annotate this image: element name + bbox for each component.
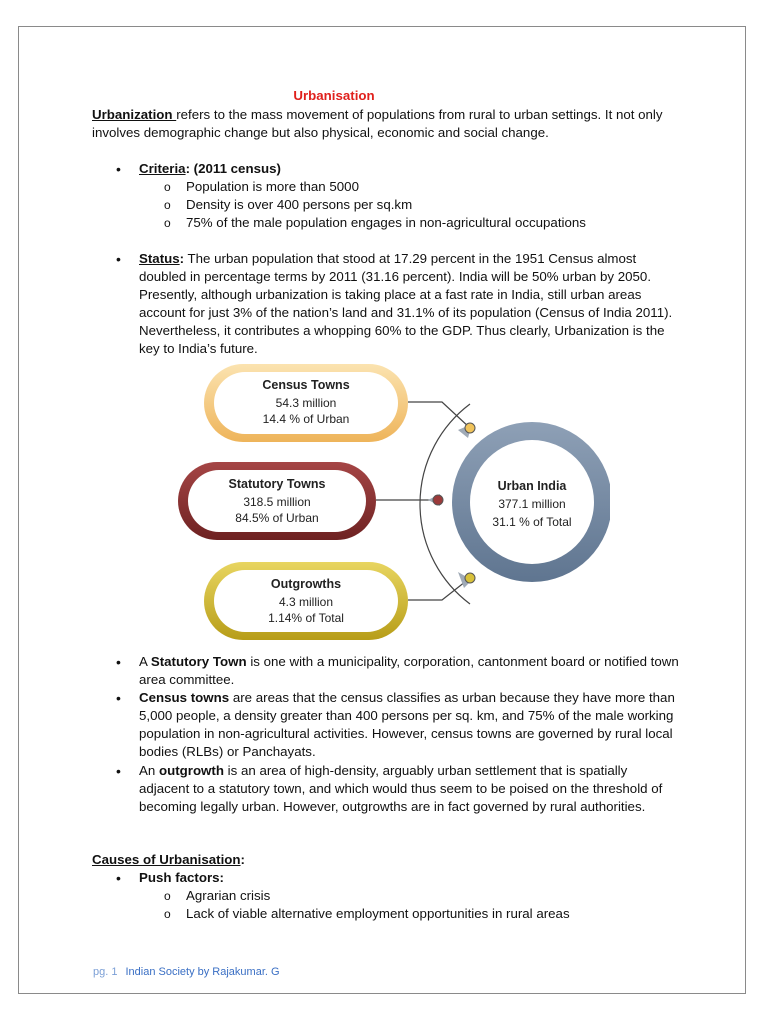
urban-india-title: Urban India xyxy=(497,479,567,493)
criteria-item: Population is more than 5000 xyxy=(186,179,359,194)
junction-dot xyxy=(465,573,475,583)
definition-prefix: An xyxy=(139,763,159,778)
census-towns-term: Census towns xyxy=(139,690,230,705)
bullet-icon: • xyxy=(116,870,121,886)
statutory-towns-title: Statutory Towns xyxy=(228,477,326,491)
bullet-icon: • xyxy=(116,763,121,779)
census-towns-text: are areas that the census classifies as urban because they have more than 5,000 people, a density greater than 400 persons per sq. km, and 75% of the male working population in non-agricultural activities. However, census towns are governed by rural local bodies (RLBs) or Panchayats. xyxy=(139,690,675,759)
urban-composition-diagram xyxy=(170,358,610,648)
criteria-suffix: : (2011 census) xyxy=(185,161,281,176)
outgrowths-share: 1.14% of Total xyxy=(268,611,344,625)
urban-india-population: 377.1 million xyxy=(498,497,566,511)
statutory-towns-population: 318.5 million xyxy=(243,495,311,509)
causes-heading-colon: : xyxy=(240,852,245,867)
status-paragraph xyxy=(139,250,679,358)
criteria-label: Criteria xyxy=(139,161,186,176)
push-factor-item: Agrarian crisis xyxy=(186,888,271,903)
urban-india-share: 31.1 % of Total xyxy=(492,515,572,529)
bullet-icon: • xyxy=(116,690,121,706)
statutory-towns-share: 84.5% of Urban xyxy=(235,511,319,525)
criteria-item: Density is over 400 persons per sq.km xyxy=(186,197,413,212)
circle-bullet-icon: o xyxy=(164,889,171,903)
bullet-icon: • xyxy=(116,654,121,670)
push-factors-text: Push factors: xyxy=(139,870,224,885)
connector-line xyxy=(408,402,470,428)
status-colon: : xyxy=(179,251,185,266)
statutory-town-definition xyxy=(139,653,679,689)
circle-bullet-icon: o xyxy=(164,198,171,212)
status-label: Status xyxy=(139,251,180,266)
circle-bullet-icon: o xyxy=(164,907,171,921)
causes-heading xyxy=(92,851,672,869)
circle-bullet-icon: o xyxy=(164,216,171,230)
outgrowth-definition xyxy=(139,762,679,816)
outgrowths-title: Outgrowths xyxy=(270,577,342,591)
push-factors-label xyxy=(139,869,679,887)
footer-text: Indian Society by Rajakumar. G xyxy=(125,966,280,978)
page-footer xyxy=(93,966,280,978)
census-towns-definition xyxy=(139,689,679,761)
page-title: Urbanisation xyxy=(293,88,375,103)
criteria-item: 75% of the male population engages in non-agricultural occupations xyxy=(186,215,586,230)
criteria-heading xyxy=(139,160,679,178)
intro-text: refers to the mass movement of populations from rural to urban settings. It not only involves demographic change but also physical, economic and social change. xyxy=(92,107,663,140)
statutory-town-text: is one with a municipality, corporation, cantonment board or notified town area committee. xyxy=(139,654,679,687)
census-towns-title: Census Towns xyxy=(262,378,350,392)
intro-paragraph xyxy=(92,106,672,142)
push-factor-item: Lack of viable alternative employment opportunities in rural areas xyxy=(186,906,570,921)
circle-bullet-icon: o xyxy=(164,180,171,194)
bullet-icon: • xyxy=(116,161,121,177)
statutory-town-term: Statutory Town xyxy=(150,654,247,669)
census-towns-share: 14.4 % of Urban xyxy=(262,412,350,426)
bullet-icon: • xyxy=(116,251,121,267)
page-number: pg. 1 xyxy=(93,966,118,978)
outgrowths-population: 4.3 million xyxy=(278,595,334,609)
junction-dot xyxy=(433,495,443,505)
intro-term: Urbanization xyxy=(92,107,177,122)
junction-dot xyxy=(465,423,475,433)
status-text: The urban population that stood at 17.29 percent in the 1951 Census almost doubled in percentage terms by 2011 (31.16 percent). India will be 50% urban by 2050. Presently, although urbanization is taking place at a fast rate in India, still urban areas account for just 3% of the nation’s land and 31.1% of its population (Census of India 2011). Nevertheless, it contributes a whopping 60% to the GDP. Thus clearly, Urbanization is the key to India’s future. xyxy=(139,251,673,356)
definition-prefix: A xyxy=(139,654,151,669)
causes-heading-label: Causes of Urbanisation xyxy=(92,852,241,867)
census-towns-population: 54.3 million xyxy=(275,396,337,410)
outgrowth-text: is an area of high-density, arguably urban settlement that is spatially adjacent to a statutory town, and which would thus seem to be poised on the threshold of becoming legally urban. However, outgrowths are in fact governed by rural authorities. xyxy=(139,763,663,814)
outgrowth-term: outgrowth xyxy=(158,763,224,778)
